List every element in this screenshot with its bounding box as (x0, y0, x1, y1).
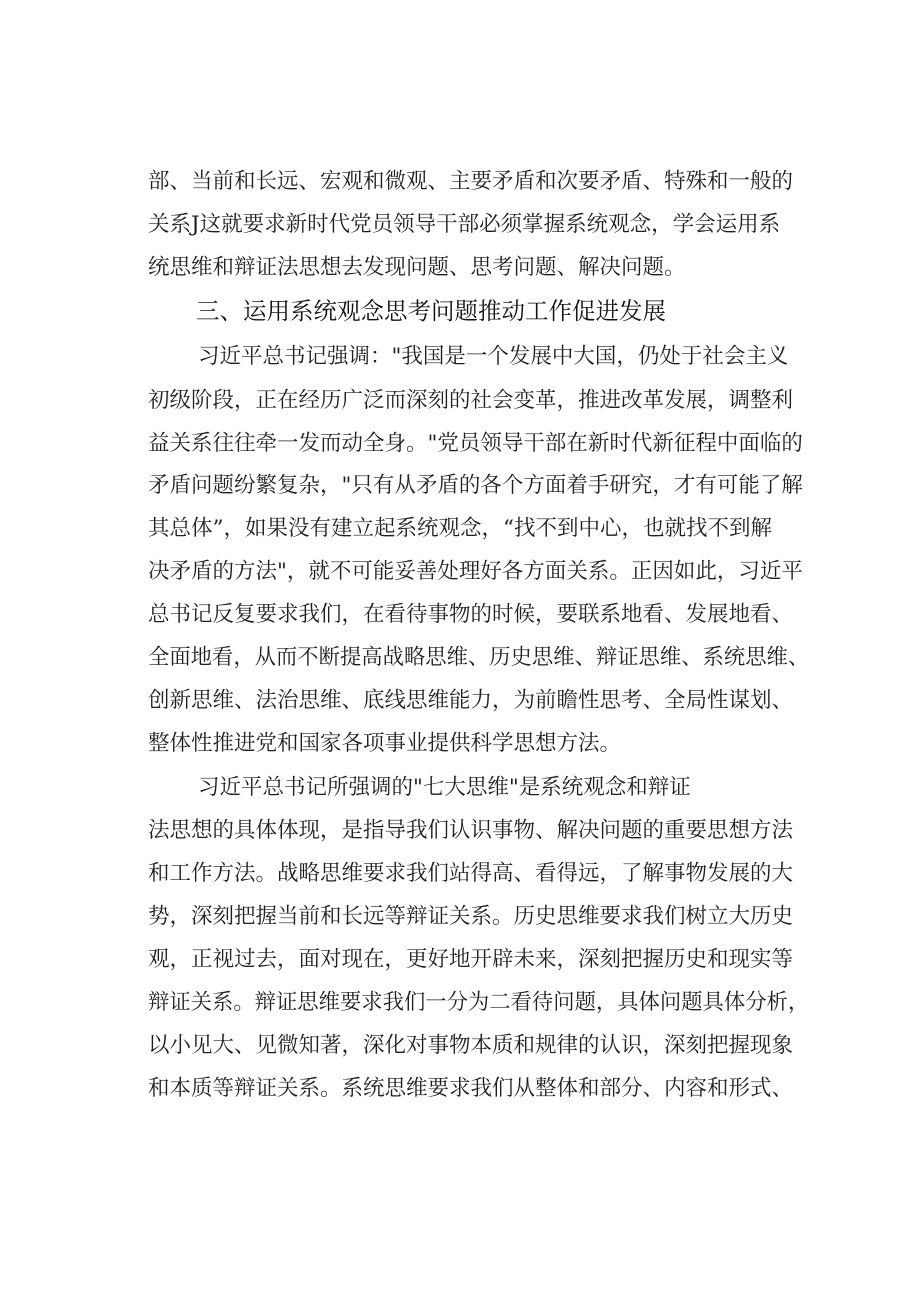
body-text-line: 总书记反复要求我们，在看待事物的时候，要联系地看、发展地看、 (148, 602, 794, 627)
body-text-line: 势，深刻把握当前和长远等辩证关系。历史思维要求我们树立大历史 (148, 904, 794, 929)
body-text-line: 矛盾问题纷繁复杂，"只有从矛盾的各个方面着手研究，才有可能了解 (148, 473, 803, 498)
body-text-line: 习近平总书记所强调的"七大思维"是系统观念和辩证 (198, 775, 691, 800)
body-text-line: 关系J这就要求新时代党员领导干部必须掌握系统观念，学会运用系 (148, 212, 781, 237)
body-text-line: 习近平总书记强调："我国是一个发展中大国，仍处于社会主义 (198, 344, 789, 369)
body-text-line: 辩证关系。辩证思维要求我们一分为二看待问题，具体问题具体分析， (148, 990, 810, 1015)
body-text-line: 全面地看，从而不断提高战略思维、历史思维、辩证思维、系统思维、 (148, 645, 810, 670)
body-text-line: 法思想的具体体现，是指导我们认识事物、解决问题的重要思想方法 (148, 818, 794, 843)
body-text-line: 其总体”，如果没有建立起系统观念，“找不到中心，也就找不到解 (148, 516, 772, 541)
body-text-line: 益关系往往牵一发而动全身。"党员领导干部在新时代新征程中面临的 (148, 431, 803, 456)
body-text-line: 观，正视过去，面对现在，更好地开辟未来，深刻把握历史和现实等 (148, 947, 794, 972)
body-text-line: 和工作方法。战略思维要求我们站得高、看得远，了解事物发展的大 (148, 861, 794, 886)
body-text-line: 以小见大、见微知著，深化对事物本质和规律的认识，深刻把握现象 (148, 1033, 794, 1058)
body-text-line: 初级阶段，正在经历广泛而深刻的社会变革，推进改革发展，调整利 (148, 388, 794, 413)
body-text-line: 和本质等辩证关系。系统思维要求我们从整体和部分、内容和形式、 (148, 1076, 794, 1101)
section-heading: 三、运用系统观念思考问题推动工作促进发展 (196, 297, 666, 325)
body-text-line: 整体性推进党和国家各项事业提供科学思想方法。 (148, 731, 622, 756)
body-text-line: 部、当前和长远、宏观和微观、主要矛盾和次要矛盾、特殊和一般的 (148, 169, 794, 194)
body-text-line: 决矛盾的方法"，就不可能妥善处理好各方面关系。正因如此，习近平 (148, 559, 803, 584)
body-text-line: 创新思维、法治思维、底线思维能力，为前瞻性思考、全局性谋划、 (148, 688, 794, 713)
body-text-line: 统思维和辩证法思想去发现问题、思考问题、解决问题。 (148, 255, 686, 280)
